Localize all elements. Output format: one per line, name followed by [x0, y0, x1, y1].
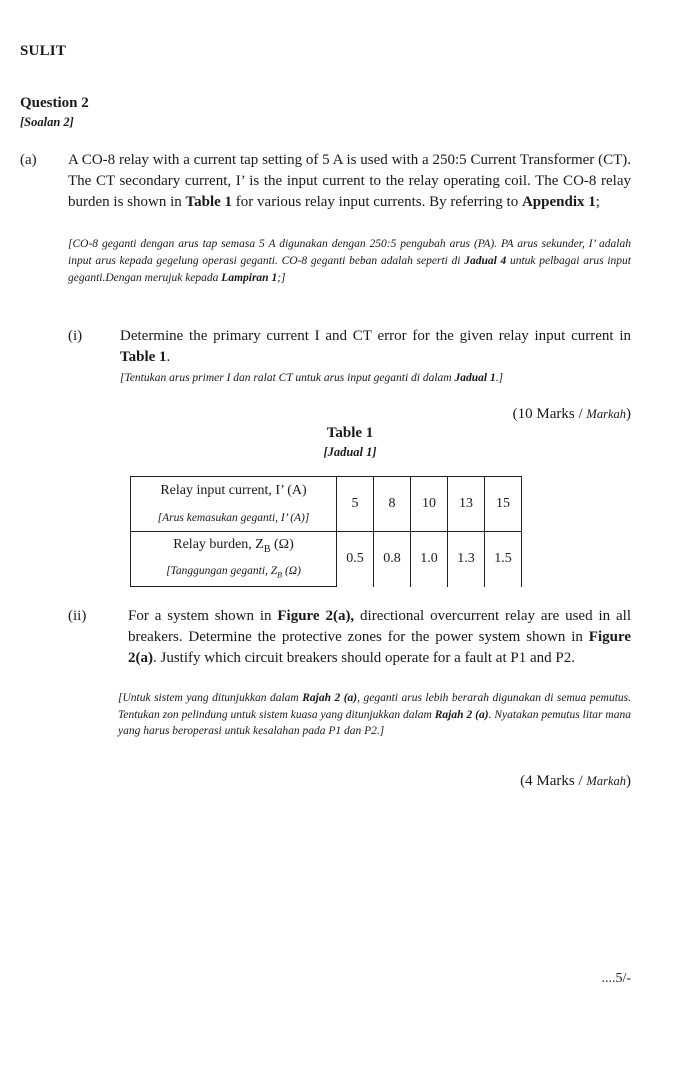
part-i-label: (i): [68, 328, 83, 344]
part-ii-text-ms: [118, 690, 631, 740]
part-ii-ms-1: [Untuk sistem yang ditunjukkan dalam: [118, 692, 303, 704]
question-title: Question 2: [20, 95, 89, 111]
part-i-marks-close: ): [626, 406, 631, 422]
classification-header: SULIT: [20, 43, 67, 59]
row-header-current-ms: [Arus kemasukan geganti, I’ (A)]: [131, 504, 337, 532]
table-row-burden: [131, 532, 522, 560]
part-ii-ms-3: . Nyatakan pemutus litar mana yang harus beroperasi untuk kesalahan pada P1 dan P2.]: [118, 708, 631, 737]
part-a-text-ms: [68, 236, 631, 287]
part-ii-ms-ref-figure-2: Rajah 2 (a): [434, 708, 489, 721]
part-i-ref-table: Table 1: [120, 349, 167, 365]
part-i-text: [120, 326, 631, 368]
burden-label: Relay burden, Z: [173, 536, 264, 552]
part-a-text: [68, 150, 631, 213]
relay-data-table: [130, 476, 522, 587]
part-i-ms-2: .]: [495, 372, 504, 384]
part-ii-marks-ms: Markah: [586, 774, 626, 788]
part-a-ms-1: [CO-8 geganti dengan arus tap semasa 5 A digunakan dengan 250:5 pengubah arus (PA). PA arus sekunder, I’ adalah input arus kepada gegelung operasi geganti. CO-8 geganti beban adalah seperti di: [68, 238, 631, 267]
part-ii-text-2: directional overcurrent relay are used in all breakers. Determine the protective zones for the power system shown in: [128, 608, 631, 645]
part-a-ms-2: untuk pelbagai arus input geganti.Dengan merujuk kepada: [68, 255, 631, 284]
table-cell: 1.3: [448, 532, 485, 587]
table-cell: 5: [337, 477, 374, 532]
part-i-marks: [513, 406, 631, 423]
table-title: Table 1: [326, 425, 374, 441]
table-cell: 8: [374, 477, 411, 532]
part-a-ms-3: ;]: [277, 272, 286, 284]
row-header-burden: [131, 532, 337, 560]
burden-subscript: B: [263, 543, 271, 555]
part-i-ms-ref-table: Jadual 1: [454, 372, 496, 384]
part-ii-text: [128, 606, 631, 669]
part-ii-ms-ref-figure-1: Rajah 2 (a): [302, 692, 358, 704]
row-header-current: Relay input current, I’ (A): [131, 477, 337, 505]
table-cell: 0.8: [374, 532, 411, 587]
part-i-text-2: .: [166, 349, 171, 365]
table-cell: 10: [411, 477, 448, 532]
part-a-text-1: A CO-8 relay with a current tap setting of 5 A is used with a 250:5 Current Transformer (CT). The CT secondary current, I’ is the input current to the relay operating coil. The CO-8 relay burden is shown in: [68, 152, 631, 210]
part-i-text-1: Determine the primary current I and CT error for the given relay input current in: [120, 328, 631, 344]
table-cell: 1.0: [411, 532, 448, 587]
part-i-marks-ms: Markah: [586, 407, 626, 421]
part-a-text-3: ;: [595, 194, 600, 210]
part-a-ms-ref-table: Jadual 4: [464, 255, 507, 267]
row-header-burden-ms: [131, 559, 337, 587]
table-title-ms: [Jadual 1]: [323, 445, 377, 459]
part-ii-marks: [520, 773, 631, 790]
part-a-ref-appendix: Appendix 1: [521, 194, 596, 210]
part-ii-marks-close: ): [626, 773, 631, 789]
part-a-ms-ref-appendix: Lampiran 1: [221, 272, 278, 284]
part-ii-text-3: . Justify which circuit breakers should operate for a fault at P1 and P2.: [153, 650, 575, 666]
part-ii-ms-2: , geganti arus lebih berarah digunakan di semua pemutus. Tentukan zon pelindung untuk sistem kuasa yang ditunjukkan dalam: [118, 692, 632, 721]
part-ii-label: (ii): [68, 608, 87, 624]
table-cell: 0.5: [337, 532, 374, 587]
part-i-marks-en: (10 Marks /: [512, 406, 587, 422]
part-a-text-2: for various relay input currents. By referring to: [232, 194, 522, 210]
page-indicator: ....5/-: [601, 971, 631, 986]
part-a-label: (a): [20, 152, 37, 168]
part-i-text-ms: [120, 370, 631, 386]
part-a-ref-table: Table 1: [185, 194, 233, 210]
part-ii-text-1: For a system shown in: [128, 608, 278, 624]
burden-unit-ms: (Ω): [282, 565, 301, 578]
burden-unit: (Ω): [270, 536, 294, 552]
burden-label-ms: [Tanggungan geganti, Z: [166, 565, 278, 578]
table-cell: 13: [448, 477, 485, 532]
question-title-ms: [Soalan 2]: [20, 115, 74, 129]
part-ii-marks-en: (4 Marks /: [520, 773, 587, 789]
part-ii-ref-figure-1: Figure 2(a),: [277, 608, 355, 624]
table-cell: 15: [485, 477, 522, 532]
part-i-ms-1: [Tentukan arus primer I dan ralat CT untuk arus input geganti di dalam: [120, 372, 455, 384]
part-ii-ref-figure-2: Figure 2(a): [128, 629, 631, 666]
table-row-current: [131, 477, 522, 505]
table-cell: 1.5: [485, 532, 522, 587]
burden-subscript-ms: B: [277, 570, 283, 580]
